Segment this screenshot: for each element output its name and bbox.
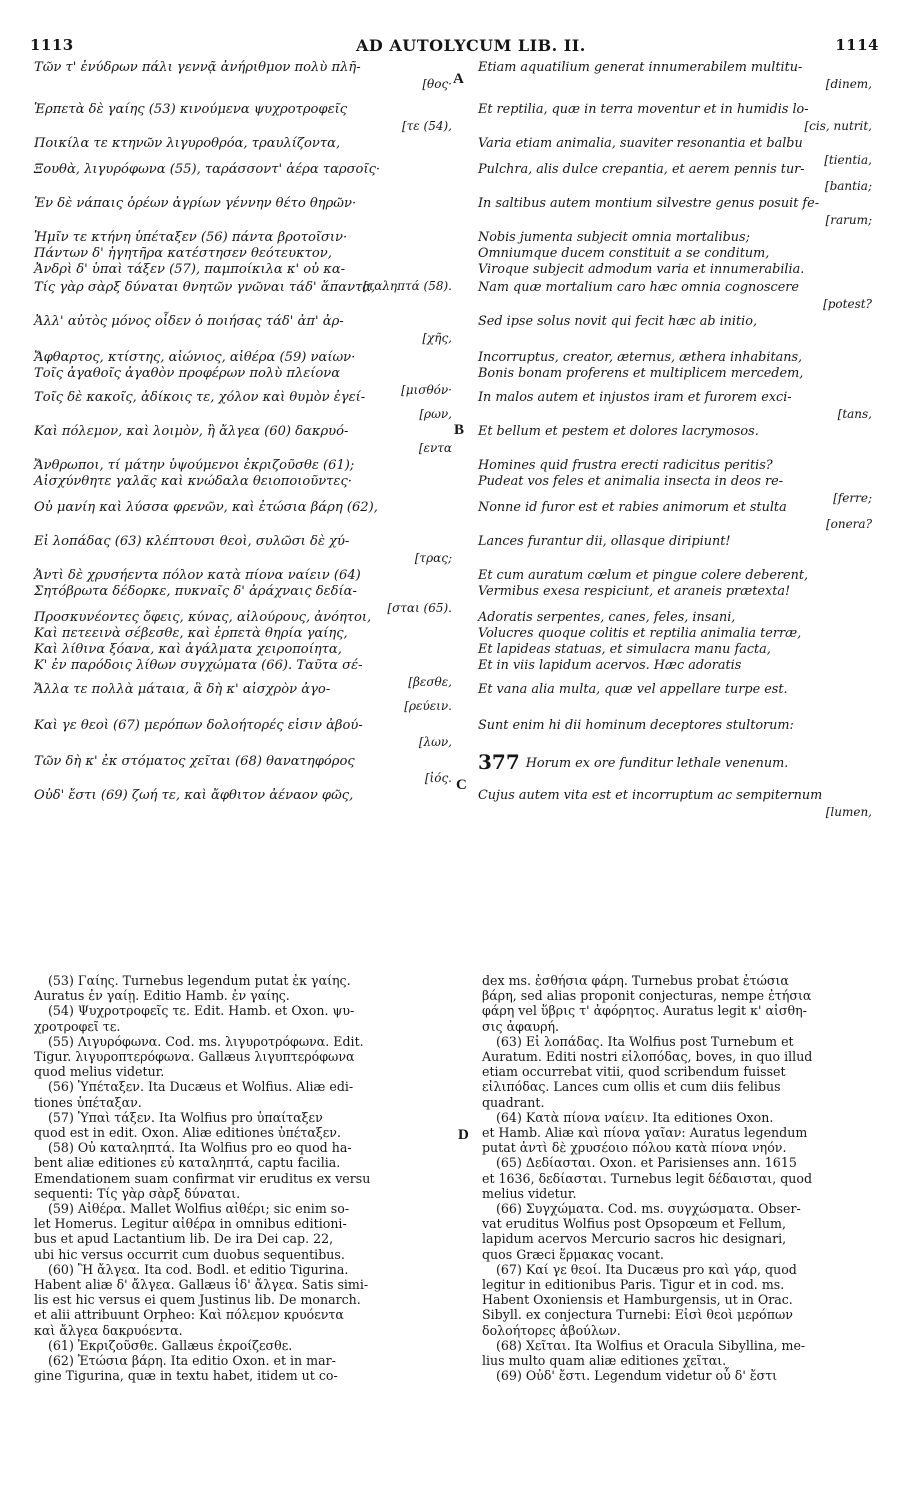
greek-verse bbox=[34, 754, 452, 788]
footnote-line: melius videtur. bbox=[482, 1185, 577, 1201]
greek-verse bbox=[34, 610, 452, 689]
footnote-line: (65) Δεδίασται. Oxon. et Parisienses ann. 1615 bbox=[496, 1155, 797, 1171]
margin-letter: B bbox=[454, 422, 465, 438]
greek-verse bbox=[34, 424, 452, 458]
greek-verse bbox=[34, 102, 452, 136]
latin-verse-line: [tans, bbox=[837, 407, 872, 421]
footnote-line: (69) Οὐδ' ἔστι. Legendum videtur οὗ δ' ἔστι bbox=[496, 1368, 778, 1384]
greek-verse-line: Ἀλλ' αὐτὸς μόνος οἶδεν ὁ ποιήσας τάδ' ἀπ' ἀρ- bbox=[34, 314, 344, 329]
latin-verse bbox=[478, 280, 872, 314]
latin-verse-line: Pulchra, alis dulce crepantia, et aerem pennis tur- bbox=[478, 162, 805, 177]
latin-verse-line: [cis, nutrit, bbox=[804, 119, 872, 133]
footnote-line: Sibyll. ex conjectura Turnebi: Εἰσὶ θεοὶ μερόπων bbox=[482, 1307, 793, 1323]
footnote-line: Auratus ἐν γαίῃ. Editio Hamb. ἐν γαίης. bbox=[34, 988, 290, 1004]
greek-verse bbox=[34, 196, 452, 230]
footnote-line: (64) Κατὰ πίονα ναίειν. Ita editiones Oxon. bbox=[496, 1109, 774, 1125]
latin-verse bbox=[478, 390, 872, 424]
latin-verse-line: Adoratis serpentes, canes, feles, insani, bbox=[478, 610, 736, 625]
greek-verse bbox=[34, 390, 452, 424]
footnote-line: (63) Εἰ λοπάδας. Ita Wolfius post Turnebum et bbox=[496, 1033, 794, 1049]
footnote-line: (53) Γαίης. Turnebus legendum putat ἐκ γαίης. bbox=[48, 973, 351, 988]
greek-verse-line: Καὶ πόλεμον, καὶ λοιμὸν, ἢ ἄλγεα (60) δακρυό- bbox=[34, 424, 349, 439]
latin-verse-line: Viroque subjecit admodum varia et innumerabilia. bbox=[478, 262, 805, 277]
greek-verse-line: Αἰσχύνθητε γαλᾶς καὶ κνώδαλα θειοποιοῦντες· bbox=[34, 474, 352, 489]
greek-verse-line: [βεσθε, bbox=[408, 675, 452, 689]
latin-verse-line: [lumen, bbox=[825, 805, 872, 819]
footnote-line: Emendationem suam confirmat vir eruditus ex versu bbox=[34, 1170, 371, 1186]
latin-verse bbox=[478, 788, 872, 828]
latin-verse-line: In malos autem et injustos iram et furorem exci- bbox=[478, 390, 792, 405]
latin-verse-line: [tientia, bbox=[824, 153, 872, 167]
footnote-line: quos Græci ἕρμακας vocant. bbox=[482, 1246, 664, 1262]
latin-verse bbox=[478, 136, 872, 167]
latin-verse-column bbox=[478, 60, 872, 828]
greek-verse-line: [ἰός. bbox=[424, 771, 452, 785]
latin-verse-line: Homines quid frustra erecti radicitus peritis? bbox=[478, 458, 773, 473]
latin-verse bbox=[478, 500, 872, 534]
latin-verse-line: Et reptilia, quæ in terra moventur et in humidis lo- bbox=[478, 102, 809, 117]
footnote-line: (54) Ψυχροτροφεῖς τε. Edit. Hamb. et Oxon. ψυ- bbox=[48, 1003, 355, 1019]
footnote-line: (57) Ὑπαὶ τάξεν. Ita Wolfius pro ὑπαίταξεν bbox=[48, 1109, 323, 1125]
latin-verse-line: Nonne id furor est et rabies animorum et stulta bbox=[478, 500, 787, 515]
greek-verse-line: [μισθόν· bbox=[401, 383, 452, 397]
margin-letter: A bbox=[453, 71, 464, 87]
footnote-line: lius multo quam aliæ editiones χεῖται. bbox=[482, 1353, 727, 1369]
greek-verse bbox=[34, 162, 452, 196]
latin-verse-line: Nam quæ mortalium caro hæc omnia cognoscere bbox=[478, 280, 799, 295]
latin-verse-line: Lances furantur dii, ollasque diripiunt! bbox=[478, 534, 731, 549]
greek-verse-line: Καὶ πετεεινὰ σέβεσθε, καὶ ἑρπετὰ θηρία γαίης, bbox=[34, 626, 348, 641]
latin-verse-line: [potest? bbox=[823, 297, 872, 311]
latin-verse-line: Et bellum et pestem et dolores lacrymosos. bbox=[478, 424, 759, 439]
footnote-line: tiones ὑπέταξαν. bbox=[34, 1094, 142, 1110]
greek-verse-line: Ἄλλα τε πολλὰ μάταια, ἃ δὴ κ' αἰσχρὸν ἀγο- bbox=[34, 682, 331, 697]
greek-verse bbox=[34, 350, 452, 397]
footnote-line: putat ἀντὶ δὲ χρυσέοιο πόλου κατὰ πίονα νηόν. bbox=[482, 1140, 787, 1156]
footnote-line: gine Tigurina, quæ in textu habet, itidem ut co- bbox=[34, 1368, 338, 1384]
latin-verse-line: Pudeat vos feles et animalia insecta in deos re- bbox=[478, 474, 784, 489]
footnote-line: et Hamb. Aliæ καὶ πίονα γαῖαν: Auratus legendum bbox=[482, 1125, 808, 1141]
greek-verse-line: [ταληπτά (58). bbox=[362, 279, 452, 293]
footnote-line: quadrant. bbox=[482, 1094, 545, 1110]
greek-verse-line: Τῶν δὴ κ' ἐκ στόματος χεῖται (68) θανατηφόρος bbox=[34, 754, 355, 769]
latin-verse-line: In saltibus autem montium silvestre genus posuit fe- bbox=[478, 196, 820, 211]
latin-verse-line: Volucres quoque colitis et reptilia animalia terræ, bbox=[478, 626, 802, 641]
footnote-line: et 1636, δεδίασται. Turnebus legit δέδαισται, quod bbox=[482, 1170, 813, 1186]
latin-verse-line: Sunt enim hi dii hominum deceptores stultorum: bbox=[478, 718, 794, 733]
footnote-line: lapidum acervos Mercurio sacros hic designari, bbox=[482, 1231, 787, 1247]
greek-verse-line: Ποικίλα τε κτηνῶν λιγυροθρόα, τραυλίζοντα, bbox=[34, 136, 341, 151]
greek-verse bbox=[34, 534, 452, 568]
footnote-line: (59) Αἰθέρα. Mallet Wolfius αἰθέρι; sic enim so- bbox=[48, 1201, 350, 1217]
greek-verse-line: [τρας; bbox=[414, 551, 452, 565]
footnote-line: ubi hic versus occurrit cum duobus sequentibus. bbox=[34, 1246, 345, 1262]
footnote-line: Habent Oxoniensis et Hamburgensis, ut in Orac. bbox=[482, 1292, 793, 1308]
footnote-line: lis est hic versus ei quem Justinus lib. De monarch. bbox=[34, 1292, 361, 1308]
greek-verse-line: Τίς γὰρ σὰρξ δύναται θνητῶν γνῶναι τάδ' ἅπαντα, bbox=[34, 280, 376, 295]
latin-verse bbox=[478, 230, 872, 280]
latin-verse bbox=[478, 162, 872, 196]
page-title: AD AUTOLYCUM LIB. II. bbox=[356, 36, 586, 55]
latin-verse bbox=[478, 718, 872, 754]
greek-verse-line: Ἀνδρὶ δ' ὑπαὶ τάξεν (57), παμποίκιλα κ' οὐ κα- bbox=[34, 262, 346, 277]
footnote-line: (55) Λιγυρόφωνα. Cod. ms. λιγυροτρόφωνα. Edit. bbox=[48, 1033, 364, 1049]
latin-verse-line: Varia etiam animalia, suaviter resonantia et balbu bbox=[478, 136, 803, 151]
footnotes-left bbox=[34, 973, 454, 1383]
right-column-number: 1114 bbox=[835, 36, 879, 54]
footnote-line: (67) Καί γε θεοί. Ita Ducæus pro καὶ γάρ, quod bbox=[496, 1261, 797, 1277]
column-number-marker: 377 bbox=[478, 750, 520, 774]
footnote-line: (61) Ἐκριζοῦσθε. Gallæus ἐκροίζεσθε. bbox=[48, 1337, 293, 1353]
footnotes-right bbox=[482, 973, 892, 1383]
greek-verse-line: Σητόβρωτα δέδορκε, πυκναῖς δ' ἀράχναις δεδία- bbox=[34, 584, 357, 599]
greek-verse bbox=[34, 136, 452, 162]
footnote-line: bus et apud Lactantium lib. De ira Dei cap. 22, bbox=[34, 1231, 334, 1247]
latin-verse-line: Vermibus exesa respiciunt, et araneis prætexta! bbox=[478, 584, 791, 599]
greek-verse-line: [λων, bbox=[418, 735, 452, 749]
footnote-line: (60) Ἢ ἄλγεα. Ita cod. Bodl. et editio Tigurina. bbox=[48, 1261, 349, 1277]
greek-verse-line: Εἰ λοπάδας (63) κλέπτουσι θεοὶ, συλῶσι δὲ χύ- bbox=[34, 534, 350, 549]
greek-verse-line: Ξουθὰ, λιγυρόφωνα (55), ταράσσοντ' ἀέρα ταρσοῖς· bbox=[34, 162, 381, 177]
footnote-line: βάρη, sed alias proponit conjecturas, nempe ἐτήσια bbox=[482, 988, 812, 1004]
footnote-line: δολοήτορες ἀβούλων. bbox=[482, 1322, 621, 1338]
greek-verse bbox=[34, 500, 452, 534]
margin-letter: D bbox=[458, 1127, 469, 1143]
latin-verse-line: [dinem, bbox=[825, 77, 872, 91]
footnote-line: et alii attribuunt Orpheo: Καὶ πόλεμον κρυόεντα bbox=[34, 1307, 344, 1323]
margin-letter: C bbox=[456, 777, 467, 793]
greek-verse-line: Τοῖς δὲ κακοῖς, ἀδίκοις τε, χόλον καὶ θυμὸν ἐγεί- bbox=[34, 390, 366, 405]
latin-verse-line: Omniumque ducem constituit a se conditum, bbox=[478, 246, 770, 261]
latin-verse-line: Bonis bonam proferens et multiplicem mercedem, bbox=[478, 366, 804, 381]
latin-verse bbox=[478, 196, 872, 230]
latin-verse-line: Cujus autem vita est et incorruptum ac sempiternum bbox=[478, 788, 823, 803]
latin-verse-line: [ferre; bbox=[833, 491, 872, 505]
latin-verse bbox=[478, 458, 872, 505]
greek-verse bbox=[34, 60, 452, 102]
latin-verse bbox=[478, 750, 872, 788]
greek-verse bbox=[34, 458, 452, 500]
greek-verse-line: Προσκυνέοντες ὄφεις, κύνας, αἰλούρους, ἀνόητοι, bbox=[34, 610, 372, 625]
footnote-line: vat eruditus Wolfius post Opsopœum et Fellum, bbox=[482, 1216, 786, 1232]
footnote-line: (66) Συγχώματα. Cod. ms. συγχώσματα. Obser- bbox=[496, 1201, 801, 1217]
greek-verse bbox=[34, 280, 452, 314]
latin-verse-line: [bantia; bbox=[824, 179, 872, 193]
greek-verse-line: [θος· bbox=[422, 77, 452, 91]
footnote-line: εἰλιπόδας. Lances cum ollis et cum diis felibus bbox=[482, 1079, 781, 1095]
greek-verse-line: [σται (65). bbox=[387, 601, 452, 615]
footnote-line: bent aliæ editiones εὐ καταληπτά, captu facilia. bbox=[34, 1155, 341, 1171]
footnote-line: Auratum. Editi nostri εἰλοπόδας, boves, in quo illud bbox=[482, 1049, 813, 1065]
latin-verse bbox=[478, 610, 872, 682]
latin-verse bbox=[478, 534, 872, 568]
greek-verse bbox=[34, 788, 452, 828]
footnote-line: quod melius videtur. bbox=[34, 1064, 165, 1080]
footnote-line: sequenti: Τίς γὰρ σὰρξ δύναται. bbox=[34, 1185, 241, 1201]
latin-verse-line: Et vana alia multa, quæ vel appellare turpe est. bbox=[478, 682, 788, 697]
greek-verse-line: Ἀντὶ δὲ χρυσήεντα πόλον κατὰ πίονα ναίειν (64) bbox=[34, 568, 361, 583]
latin-verse-line: Et cum auratum cœlum et pingue colere deberent, bbox=[478, 568, 809, 583]
greek-verse-line: [χῆς, bbox=[422, 331, 452, 345]
greek-verse-line: Ἄνθρωποι, τί μάτην ὑψούμενοι ἐκριζοῦσθε (61); bbox=[34, 458, 355, 473]
greek-verse-line: Ἑρπετὰ δὲ γαίης (53) κινούμενα ψυχροτροφεῖς bbox=[34, 102, 348, 117]
latin-verse bbox=[478, 314, 872, 350]
greek-verse-line: Τοῖς ἀγαθοῖς ἀγαθὸν προφέρων πολὺ πλείονα bbox=[34, 366, 341, 381]
footnote-line: (56) Ὑπέταξεν. Ita Ducæus et Wolfius. Aliæ edi- bbox=[48, 1079, 354, 1095]
greek-verse-line: Κ' ἐν παρόδοις λίθων συγχώματα (66). Ταῦτα σέ- bbox=[34, 658, 363, 673]
greek-verse-line: Ἡμῖν τε κτήνη ὑπέταξεν (56) πάντα βροτοῖσιν· bbox=[34, 230, 348, 245]
footnote-line: καὶ ἄλγεα δακρυόεντα. bbox=[34, 1322, 183, 1338]
greek-verse-line: [ρεύειν. bbox=[404, 699, 452, 713]
greek-verse bbox=[34, 682, 452, 718]
greek-verse-line: [ρων, bbox=[419, 407, 452, 421]
latin-verse bbox=[478, 568, 872, 610]
greek-verse-line: Πάντων δ' ἡγητῆρα κατέστησεν θεότευκτον, bbox=[34, 246, 332, 261]
latin-verse-line: Et in viis lapidum acervos. Hæc adoratis bbox=[478, 658, 742, 673]
greek-verse-line: Ἐν δὲ νάπαις ὀρέων ἀγρίων γέννην θέτο θηρῶν· bbox=[34, 196, 357, 211]
greek-verse bbox=[34, 568, 452, 615]
greek-verse bbox=[34, 314, 452, 350]
footnote-line: φάρη vel ὕβρις τ' ἀφόρητος. Auratus legit κ' αἰσθη- bbox=[482, 1003, 807, 1019]
left-column-number: 1113 bbox=[30, 36, 74, 54]
greek-verse-line: Τῶν τ' ἐνύδρων πάλι γεννᾷ ἀνήριθμον πολὺ πλῆ- bbox=[34, 60, 361, 75]
footnote-line: (68) Χεῖται. Ita Wolfius et Oracula Sibyllina, me- bbox=[496, 1337, 806, 1353]
greek-verse-line: [εντα bbox=[418, 441, 452, 455]
greek-verse-line: [τε (54), bbox=[401, 119, 452, 133]
footnote-line: (58) Οὐ καταληπτά. Ita Wolfius pro eo quod ha- bbox=[48, 1140, 352, 1156]
greek-verse-column bbox=[34, 60, 452, 828]
greek-verse-line: Οὐδ' ἔστι (69) ζωή τε, καὶ ἄφθιτον ἀέναον φῶς, bbox=[34, 788, 354, 803]
latin-verse bbox=[478, 102, 872, 136]
footnote-line: dex ms. ἐσθήσια φάρη. Turnebus probat ἐτώσια bbox=[482, 973, 789, 988]
latin-verse bbox=[478, 682, 872, 718]
latin-verse-line: Nobis jumenta subjecit omnia mortalibus; bbox=[478, 230, 750, 245]
footnote-line: quod est in edit. Oxon. Aliæ editiones ὑπέταξεν. bbox=[34, 1125, 341, 1141]
footnote-line: etiam occurrebat vitii, quod scribendum fuisset bbox=[482, 1064, 786, 1080]
footnote-line: χροτροφεῖ τε. bbox=[34, 1018, 121, 1034]
greek-verse-line: Καὶ λίθινα ξόανα, καὶ ἀγάλματα χειροποίητα, bbox=[34, 642, 342, 657]
footnote-line: σις ἀφαυρή. bbox=[482, 1018, 560, 1034]
footnote-line: (62) Ἐτώσια βάρη. Ita editio Oxon. et in mar- bbox=[48, 1353, 336, 1369]
greek-verse-line: Οὐ μανίη καὶ λύσσα φρενῶν, καὶ ἐτώσια βάρη (62), bbox=[34, 500, 378, 515]
greek-verse-line: Καὶ γε θεοὶ (67) μερόπων δολοήτορές εἰσιν ἀβού- bbox=[34, 718, 363, 733]
latin-verse-line: Sed ipse solus novit qui fecit hæc ab initio, bbox=[478, 314, 758, 329]
latin-verse-line: Horum ex ore funditur lethale venenum. bbox=[525, 756, 789, 771]
footnote-line: legitur in editionibus Paris. Tigur et in cod. ms. bbox=[482, 1277, 785, 1293]
greek-verse bbox=[34, 718, 452, 754]
footnote-line: Habent aliæ δ' ἄλγεα. Gallæus ἰδ' ἄλγεα. Satis simi- bbox=[34, 1277, 369, 1293]
footnote-line: Tigur. λιγυροπτερόφωνα. Gallæus λιγυπτερόφωνα bbox=[34, 1049, 355, 1065]
latin-verse-line: Et lapideas statuas, et simulacra manu facta, bbox=[478, 642, 771, 657]
latin-verse-line: Etiam aquatilium generat innumerabilem multitu- bbox=[478, 60, 803, 75]
greek-verse-line: Ἄφθαρτος, κτίστης, αἰώνιος, αἰθέρα (59) ναίων· bbox=[34, 350, 356, 365]
latin-verse bbox=[478, 424, 872, 458]
latin-verse bbox=[478, 350, 872, 390]
footnote-line: let Homerus. Legitur αἰθέρα in omnibus editioni- bbox=[34, 1216, 347, 1232]
latin-verse-line: [onera? bbox=[825, 517, 872, 531]
latin-verse bbox=[478, 60, 872, 102]
latin-verse-line: Incorruptus, creator, æternus, æthera inhabitans, bbox=[478, 350, 803, 365]
latin-verse-line: [rarum; bbox=[825, 213, 872, 227]
